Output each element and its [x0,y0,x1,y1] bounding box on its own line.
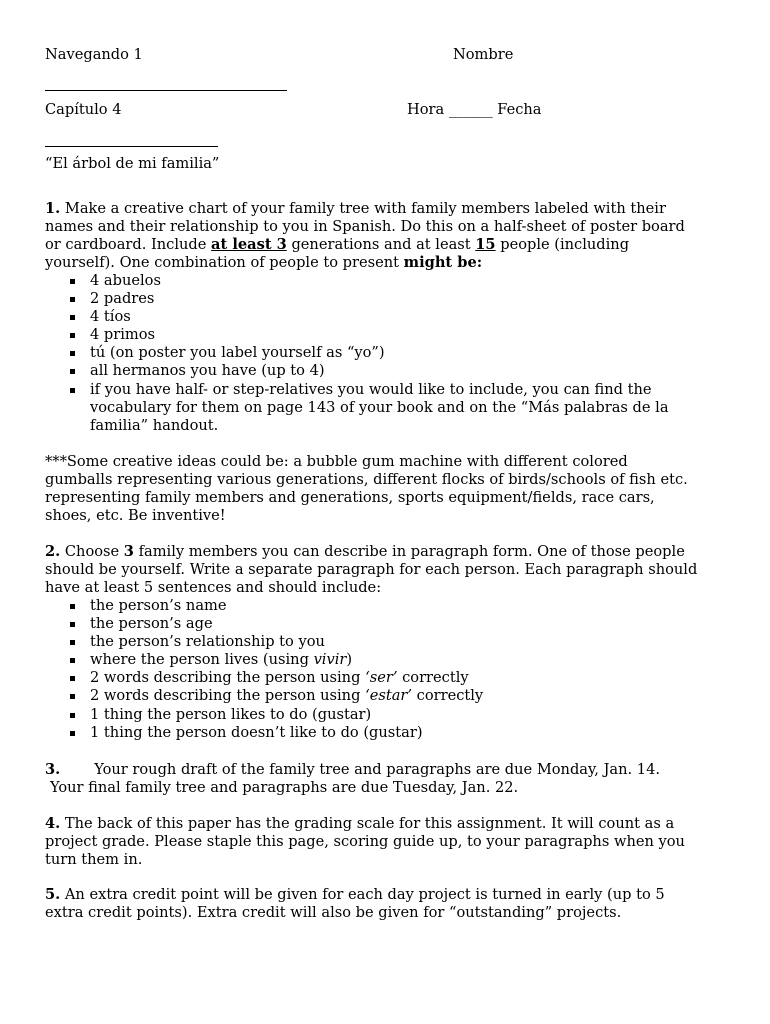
bullet-icon [70,369,75,374]
item-1-text: people (including [495,236,630,254]
hora-fecha-line [407,101,542,119]
bullet-icon [70,658,75,663]
bullet-icon [70,604,75,609]
list-item: the person’s relationship to you [45,633,483,651]
fecha-label: Fecha [497,101,542,118]
list-item: the person’s name [45,597,483,615]
item-1-number: 1. [45,200,61,217]
list-item: 4 abuelos [45,272,669,290]
list-item: 2 words describing the person using ‘estar’ correctly [45,687,483,705]
bullet-icon [70,351,75,356]
bullet-icon [70,315,75,320]
item-5-number: 5. [45,886,61,903]
item-1 [45,200,735,272]
list-item: tú (on poster you label yourself as “yo”) [45,344,669,362]
item-1-text: or cardboard. Include [45,236,212,254]
list-item: all hermanos you have (up to 4) [45,362,669,380]
list-item: the person’s age [45,615,483,633]
list-item: 2 padres [45,290,669,308]
item-3: 3. Your rough draft of the family tree and paragraphs are due Monday, Jan. 14. Your final family tree and paragraphs are due Tuesday, Jan. 22. [45,761,661,797]
list-item: if you have half- or step-relatives you would like to include, you can find the vocabulary for them on page 143 of your book and on the “Más palabras de la familia” handout. [45,381,669,435]
family-members-list [45,272,669,435]
name-label: Nombre [453,46,514,63]
bullet-icon [70,640,75,645]
paragraph-requirements-list [45,597,483,742]
hora-blank: ______ [448,101,493,118]
item-2-number: 2. [45,543,61,560]
bullet-icon [70,388,75,393]
item-4-number: 4. [45,815,61,832]
bullet-icon [70,713,75,718]
list-item: 1 thing the person likes to do (gustar) [45,706,483,724]
item-1-text: generations and at least [286,236,476,254]
bullet-icon [70,731,75,736]
list-item: 2 words describing the person using ‘ser’ correctly [45,669,483,687]
list-item: where the person lives (using vivir) [45,651,483,669]
hora-label: Hora [407,101,445,118]
item-3-number: 3. [45,761,61,778]
chapter-label: Capítulo 4 [45,101,122,118]
item-1-line: names and their relationship to you in Spanish. Do this on a half-sheet of poster board [45,218,685,236]
item-1-text: yourself). One combination of people to present [45,254,404,272]
fifteen-people: 15 [475,236,496,254]
bullet-icon [70,622,75,627]
bullet-icon [70,694,75,699]
bullet-icon [70,676,75,681]
list-item: 1 thing the person doesn’t like to do (gustar) [45,724,483,742]
item-1-line: Make a creative chart of your family tree with family members labeled with their [64,200,666,217]
might-be: might be: [403,254,483,272]
course-name: Navegando 1 [45,46,143,63]
item-5: 5. An extra credit point will be given for each day project is turned in early (up to 5 extra credit points). Extra credit will also be given for “outstanding” projects. [45,886,665,922]
name-line [45,90,287,91]
item-2: 2. Choose 3 family members you can describe in paragraph form. One of those people should be yourself. Write a separate paragraph for each person. Each paragraph should have at least 5 sentences and should include: [45,543,698,597]
assignment-title: “El árbol de mi familia” [45,155,220,172]
bullet-icon [70,333,75,338]
bullet-icon [70,279,75,284]
bullet-icon [70,297,75,302]
item-4: 4. The back of this paper has the grading scale for this assignment. It will count as a project grade. Please staple this page, scoring guide up, to your paragraphs when you turn them in. [45,815,685,869]
list-item: 4 primos [45,326,669,344]
creative-ideas: ***Some creative ideas could be: a bubble gum machine with different colored gumballs representing various generations, different flocks of birds/schools of fish etc. representing family members and generations, sports equipment/fields, race cars, shoes, etc. Be inventive! [45,453,688,525]
list-item: 4 tíos [45,308,669,326]
at-least-3: at least 3 [211,236,287,254]
fecha-line [45,146,218,147]
